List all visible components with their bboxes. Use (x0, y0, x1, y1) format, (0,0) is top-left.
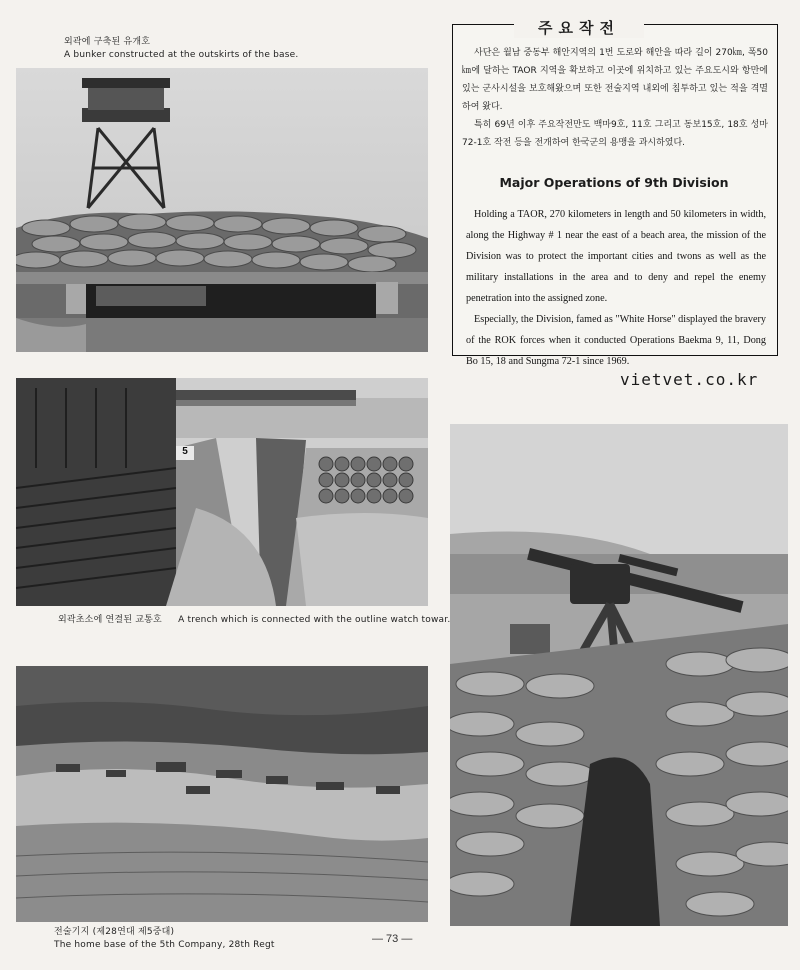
operations-text-ko (462, 44, 768, 152)
home-base-caption (54, 926, 275, 952)
home-base-caption-en: The home base of the 5th Company, 28th Regt (54, 940, 275, 950)
operations-paragraph-ko-1: 사단은 월남 중동부 해안지역의 1번 도로와 해안을 따라 길이 270㎞, 폭50㎞에 달하는 TAOR 지역을 확보하고 이곳에 위치하고 있는 주요도시와 항만에 있는 군사시설을 보호해왔으며 또한 전술지역 내외에 침투하고 있는 적을 격멸하여 왔다. (462, 48, 768, 112)
trench-caption-ko: 외곽초소에 연결된 교통호 (58, 615, 162, 625)
trench-caption-en: A trench which is connected with the outline watch towar. (178, 615, 451, 625)
trench-sign-number: 5 (182, 446, 188, 457)
operations-text-en (466, 204, 766, 372)
operations-paragraph-en-2: Especially, the Division, famed as "White Horse" displayed the bravery of the ROK forces when it conducted Operations Baekma 9, 11, Dong Bo 15, 18 and Sungma 72-1 since 1969. (466, 314, 766, 367)
operations-title-ko: 주요작전 (514, 17, 644, 38)
page-number: — 73 — (372, 933, 413, 945)
operations-title-en: Major Operations of 9th Division (499, 175, 729, 190)
machine-gun-photo-image (450, 424, 788, 926)
trench-caption (58, 614, 450, 627)
operations-paragraph-en-1: Holding a TAOR, 270 kilometers in length and 50 kilometers in width, along the Highway # 1 near the east of a beach area, the mission of the Division was to protect the important cities and twons as well as the military installations in the area and to deny and repel the enemy penetration into the assigned zone. (466, 209, 766, 304)
bunker-caption (64, 36, 298, 62)
bunker-photo-image (16, 68, 428, 352)
bunker-caption-en: A bunker constructed at the outskirts of the base. (64, 50, 299, 60)
trench-photo-image (16, 378, 428, 606)
bunker-caption-ko: 외곽에 구축된 유개호 (64, 37, 151, 47)
watermark-url: vietvet.co.kr (620, 370, 759, 389)
home-base-caption-ko: 전술기지 (제28연대 제5중대) (54, 927, 175, 937)
bunker-photo (16, 68, 428, 352)
trench-photo (16, 378, 428, 606)
machine-gun-photo (450, 424, 788, 926)
home-base-photo-image (16, 666, 428, 922)
operations-paragraph-ko-2: 특히 69년 이후 주요작전만도 백마9호, 11호 그리고 동보15호, 18호 성마72-1호 작전 등을 전개하여 한국군의 용맹을 과시하였다. (462, 120, 768, 148)
home-base-photo (16, 666, 428, 922)
